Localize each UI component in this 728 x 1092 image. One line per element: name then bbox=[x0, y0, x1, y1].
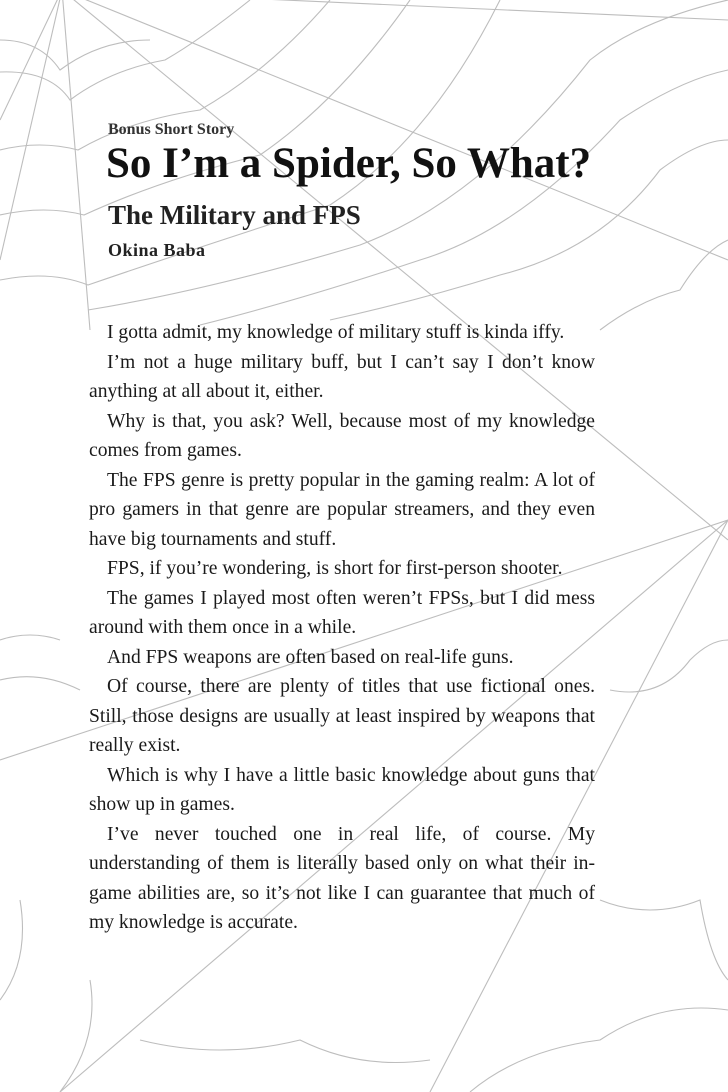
paragraph: The FPS genre is pretty popular in the gaming realm: A lot of pro gamers in that genre are popular streamers, and they even have big tournaments and stuff. bbox=[89, 469, 595, 550]
story-subtitle: The Military and FPS bbox=[108, 200, 361, 230]
paragraph: I gotta admit, my knowledge of military stuff is kinda iffy. bbox=[107, 322, 565, 343]
story-kicker: Bonus Short Story bbox=[108, 121, 235, 138]
book-title: So I’m a Spider, So What? bbox=[106, 140, 592, 187]
paragraph: Why is that, you ask? Well, because most of my knowledge comes from games. bbox=[89, 410, 595, 461]
author-name: Okina Baba bbox=[108, 240, 206, 260]
paragraph: Which is why I have a little basic knowledge about guns that show up in games. bbox=[89, 764, 595, 815]
paragraph: FPS, if you’re wondering, is short for first-person shooter. bbox=[107, 558, 563, 579]
paragraph: I’m not a huge military buff, but I can’t say I don’t know anything at all about it, either. bbox=[89, 351, 595, 402]
paragraph: Of course, there are plenty of titles that use fictional ones. Still, those designs are usually at least inspired by weapons that really exist. bbox=[89, 676, 595, 756]
paragraph: The games I played most often weren’t FPSs, but I did mess around with them once in a while. bbox=[89, 587, 595, 638]
story-body bbox=[89, 318, 595, 938]
paragraph: I’ve never touched one in real life, of course. My understanding of them is literally based only on what their in-game abilities are, so it’s not like I can guarantee that much of my knowledge is accurate. bbox=[89, 823, 595, 933]
paragraph: And FPS weapons are often based on real-life guns. bbox=[107, 646, 514, 668]
